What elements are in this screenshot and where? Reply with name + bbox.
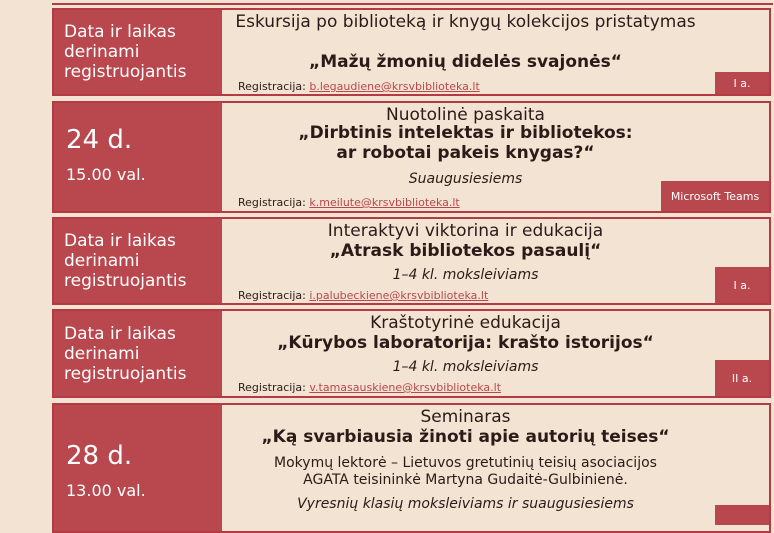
event-title-line1: „Dirbtinis intelektas ir bibliotekos: [298, 123, 633, 143]
event-day: 28 d. [66, 441, 133, 471]
registration-label: Registracija: [238, 289, 306, 302]
event-content [222, 311, 769, 396]
location-badge: II a. [715, 360, 769, 396]
event-row [52, 403, 771, 533]
event-content [222, 405, 769, 531]
registration [238, 196, 460, 209]
registration-email-link[interactable]: b.legaudiene@krsvbiblioteka.lt [309, 80, 480, 93]
date-box [54, 311, 222, 396]
event-description-line1: Mokymų lektorė – Lietuvos gretutinių teisių asociacijos [274, 455, 657, 471]
date-text: Data ir laikas derinami registruojantis [64, 22, 187, 82]
location-badge: I a. [715, 267, 769, 303]
event-audience: 1–4 kl. moksleiviams [392, 359, 539, 375]
event-row [52, 217, 771, 305]
event-time: 15.00 val. [66, 165, 146, 184]
event-row [52, 101, 771, 213]
date-text: Data ir laikas derinami registruojantis [64, 323, 187, 384]
event-content [222, 10, 769, 94]
registration-label: Registracija: [238, 80, 306, 93]
event-title: „Mažų žmonių didelės svajonės“ [309, 52, 622, 72]
date-box [54, 103, 222, 211]
event-audience: 1–4 kl. moksleiviams [392, 267, 539, 283]
event-day: 24 d. [66, 125, 133, 155]
date-box [54, 405, 222, 531]
registration [238, 80, 480, 93]
date-text: Data ir laikas derinami registruojantis [64, 231, 187, 291]
registration-email-link[interactable]: i.palubeckiene@krsvbiblioteka.lt [309, 289, 489, 302]
registration-email-link[interactable]: k.meilute@krsvbiblioteka.lt [309, 196, 460, 209]
event-audience: Suaugusiesiems [408, 171, 523, 187]
event-audience: Vyresnių klasių moksleiviams ir suaugusiesiems [297, 496, 634, 512]
event-type: Eskursija po biblioteką ir knygų kolekcijos pristatymas [235, 12, 696, 32]
event-time: 13.00 val. [66, 481, 146, 500]
event-title-line2: ar robotai pakeis knygas?“ [336, 143, 595, 163]
event-title: „Ką svarbiausia žinoti apie autorių teises“ [261, 427, 670, 447]
registration-label: Registracija: [238, 381, 306, 394]
location-badge [715, 505, 769, 525]
event-type: Kraštotyrinė edukacija [370, 313, 561, 333]
event-title: „Atrask bibliotekos pasaulį“ [329, 241, 602, 261]
event-type: Seminaras [420, 407, 511, 427]
event-content [222, 219, 769, 303]
event-row [52, 8, 771, 96]
event-title: „Kūrybos laboratorija: krašto istorijos“ [277, 333, 654, 353]
location-badge: Microsoft Teams [661, 181, 769, 211]
registration [238, 381, 501, 394]
location-badge: I a. [715, 72, 769, 94]
registration-label: Registracija: [238, 196, 306, 209]
date-box [54, 219, 222, 303]
event-type: Interaktyvi viktorina ir edukacija [327, 221, 604, 241]
registration [238, 289, 488, 302]
event-content [222, 103, 769, 211]
top-divider [52, 0, 773, 5]
event-type: Nuotolinė paskaita [386, 105, 545, 125]
date-box [54, 10, 222, 94]
event-description-line2: AGATA teisininkė Martyna Gudaitė-Gulbinienė. [303, 472, 628, 488]
event-row [52, 309, 771, 398]
registration-email-link[interactable]: v.tamasauskiene@krsvbiblioteka.lt [309, 381, 502, 394]
